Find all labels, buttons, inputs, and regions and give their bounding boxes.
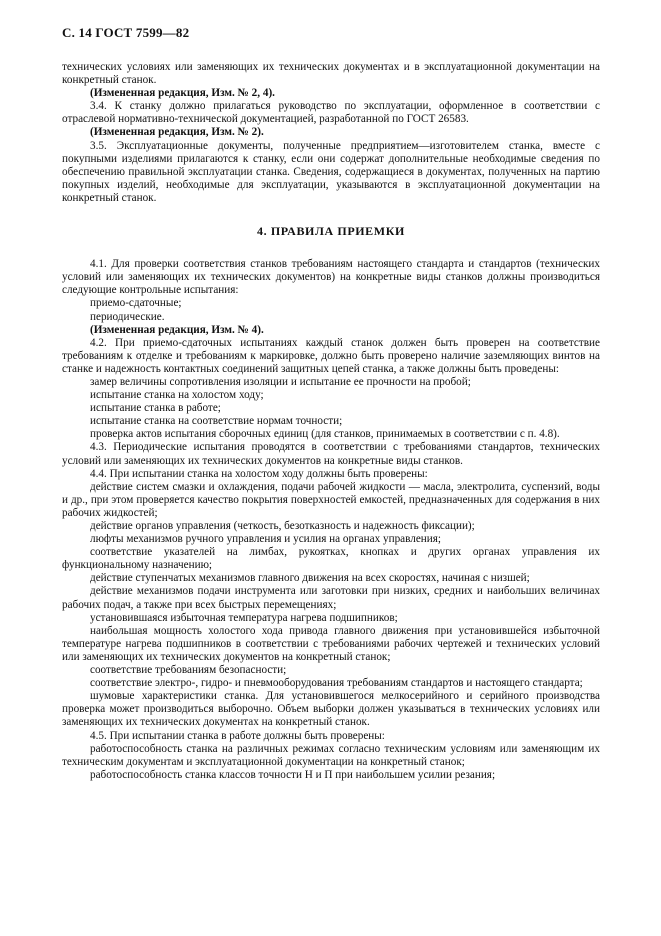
paragraph-4-2: 4.2. При приемо-сдаточных испытаниях каждый станок должен быть проверен на соответствие требованиям к отделке и требованиям к маркировке, должно быть проверено наличие заземляющих винтов на станке и надежность контактных соединений защитных цепей станка, а также должны быть проведены: <box>62 336 600 375</box>
list-item: шумовые характеристики станка. Для установившегося мелкосерийного и серийного производства проверка может производиться выборочно. Объем выборки должен указываться в технических условиях или заменяющих их технических документах на конкретный станок. <box>62 690 600 729</box>
list-item: установившаяся избыточная температура нагрева подшипников; <box>90 611 398 624</box>
list-item: соответствие требованиям безопасности; <box>90 664 287 677</box>
list-item: приемо-сдаточные; <box>90 297 182 310</box>
paragraph-4-5: 4.5. При испытании станка в работе должны быть проверены: <box>90 729 385 742</box>
paragraph-4-1: 4.1. Для проверки соответствия станков требованиям настоящего стандарта и стандартов (технических условий или заменяющих их технических документов) на конкретные виды станков должны производиться следующие контрольные испытания: <box>62 258 600 297</box>
revision-note: (Измененная редакция, Изм. № 4). <box>90 323 264 336</box>
list-item: испытание станка на холостом ходу; <box>90 389 264 402</box>
list-item: работоспособность станка на различных режимах согласно техническим условиям или заменяющим их техническим документам и эксплуатационной документации на конкретный станок; <box>62 742 600 768</box>
revision-note: (Измененная редакция, Изм. № 2). <box>90 126 264 139</box>
list-item: работоспособность станка классов точности Н и П при наибольшем усилии резания; <box>90 768 496 781</box>
list-item: действие систем смазки и охлаждения, подачи рабочей жидкости — масла, электролита, суспензий, воды и др., при этом проверяется качество покрытия поверхностей емкостей, предназначенных для содержания в них рабочих жидкостей; <box>62 480 600 519</box>
list-item: испытание станка на соответствие нормам точности; <box>90 415 343 428</box>
paragraph-3-4: 3.4. К станку должно прилагаться руководство по эксплуатации, оформленное в соответствии с отраслевой нормативно-технической документацией, разработанной по ГОСТ 26583. <box>62 100 600 126</box>
revision-note: (Измененная редакция, Изм. № 2, 4). <box>90 87 275 100</box>
page-content <box>62 61 600 782</box>
list-item: соответствие электро-, гидро- и пневмооборудования требованиям стандартов и настоящего стандарта; <box>90 677 583 690</box>
list-item: действие органов управления (четкость, безотказность и надежность фиксации); <box>90 520 475 532</box>
list-item: наибольшая мощность холостого хода привода главного движения при установившейся избыточной температуре нагрева подшипников в соответствии с требованиями рабочих чертежей и технических условий или заменяющих их технических документов на конкретный станок; <box>62 624 600 663</box>
list-item: испытание станка в работе; <box>90 402 221 415</box>
list-item: действие механизмов подачи инструмента или заготовки при низких, средних и наибольших величинах рабочих подач, а также при всех быстрых перемещениях; <box>62 585 600 611</box>
section-4-body <box>62 258 600 782</box>
section-3-continuation <box>62 61 600 205</box>
list-item: действие ступенчатых механизмов главного движения на всех скоростях, начиная с низшей; <box>90 572 530 585</box>
list-item: соответствие указателей на лимбах, рукоятках, кнопках и других органах управления их функциональному назначению; <box>62 546 600 572</box>
list-item: проверка актов испытания сборочных единиц (для станков, принимаемых в соответствии с п. 4.8). <box>90 428 560 441</box>
list-item: замер величины сопротивления изоляции и испытание ее прочности на пробой; <box>90 375 471 388</box>
page-header: С. 14 ГОСТ 7599—82 <box>62 25 190 40</box>
paragraph-3-5: 3.5. Эксплуатационные документы, полученные предприятием—изготовителем станка, вместе с покупными изделиями прилагаются к станку, если они содержат дополнительные необходимые сведения по обеспечению правильной эксплуатации станка. Сведения, содержащиеся в документах, полученных на партию покупных изделий, необходимые для эксплуатации, указываются в эксплуатационной документации на конкретный станок. <box>62 139 600 204</box>
paragraph-4-3: 4.3. Периодические испытания проводятся в соответствии с требованиями стандартов, технических условий или заменяющих их технических документов на конкретные виды станков. <box>62 441 600 467</box>
section-heading: 4. ПРАВИЛА ПРИЕМКИ <box>257 224 405 239</box>
paragraph: технических условиях или заменяющих их технических документах и в эксплуатационной документации на конкретный станок. <box>62 61 600 87</box>
list-item: люфты механизмов ручного управления и усилия на органах управления; <box>90 533 442 546</box>
paragraph-4-4: 4.4. При испытании станка на холостом ходу должны быть проверены: <box>90 467 428 480</box>
list-item: периодические. <box>90 310 165 323</box>
